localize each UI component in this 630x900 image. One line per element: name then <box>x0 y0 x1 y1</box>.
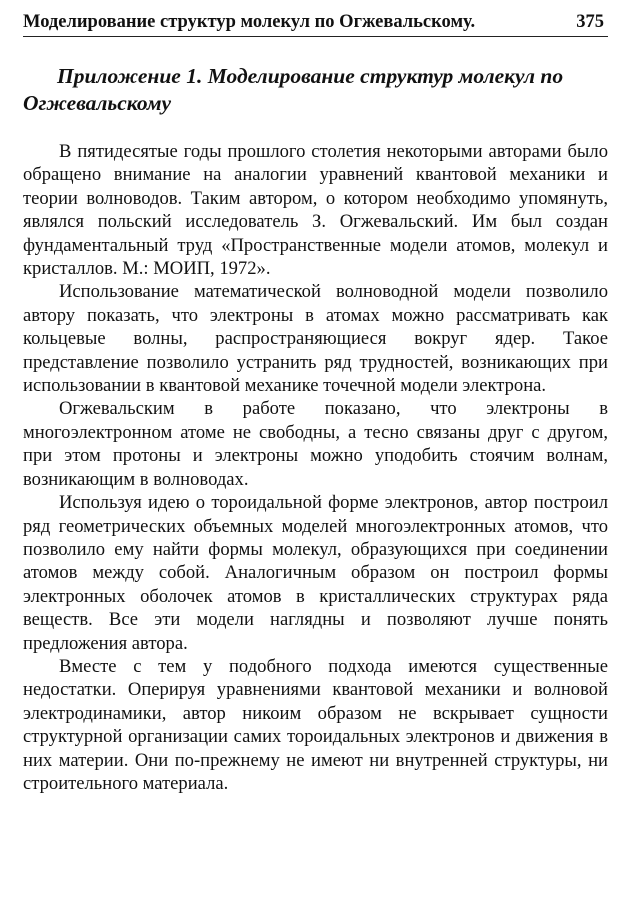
appendix-title: Приложение 1. Моделирование структур молекул по Огжевальскому <box>23 64 564 115</box>
paragraph-4: Используя идею о тороидальной форме электронов, автор построил ряд геометрических объемных моделей многоэлектронных атомов, что позволило ему найти формы молекул, образующихся при соединении атомов между собой. Аналогичным образом он построил формы электронных оболочек атомов в кристаллических структурах ряда веществ. Все эти модели наглядны и позволяют лучше понять предложения автора. <box>23 492 608 654</box>
paragraph-3: Огжевальским в работе показано, что электроны в многоэлектронном атоме не свободны, а тесно связаны друг с другом, при этом протоны и электроны можно уподобить стоячим волнам, возникающим в волноводах. <box>23 398 608 490</box>
paragraph-2: Использование математической волноводной модели позволило автору показать, что электроны в атомах можно рассматривать как кольцевые волны, распространяющиеся вокруг ядер. Такое представление позволило устранить ряд трудностей, возникающих при использовании в квантовой механике точечной модели электрона. <box>23 281 608 397</box>
running-header <box>23 0 608 37</box>
page-number: 375 <box>576 12 604 32</box>
running-title: Моделирование структур молекул по Огжевальскому. <box>23 12 476 32</box>
body-text <box>23 140 608 795</box>
paragraph-1: В пятидесятые годы прошлого столетия некоторыми авторами было обращено внимание на аналогии уравнений квантовой механики и теории волноводов. Таким автором, о котором необходимо упомянуть, являлся польский исследователь З. Огжевальский. Им был создан фундаментальный труд «Пространственные модели атомов, молекул и кристаллов. М.: МОИП, 1972». <box>23 141 608 280</box>
paragraph-5: Вместе с тем у подобного подхода имеются существенные недостатки. Оперируя уравнениями квантовой механики и волновой электродинамики, автор никоим образом не вскрывает сущности структурной организации самих тороидальных электронов и движения в них материи. Они по-прежнему не имеют ни внутренней структуры, ни строительного материала. <box>23 655 608 794</box>
